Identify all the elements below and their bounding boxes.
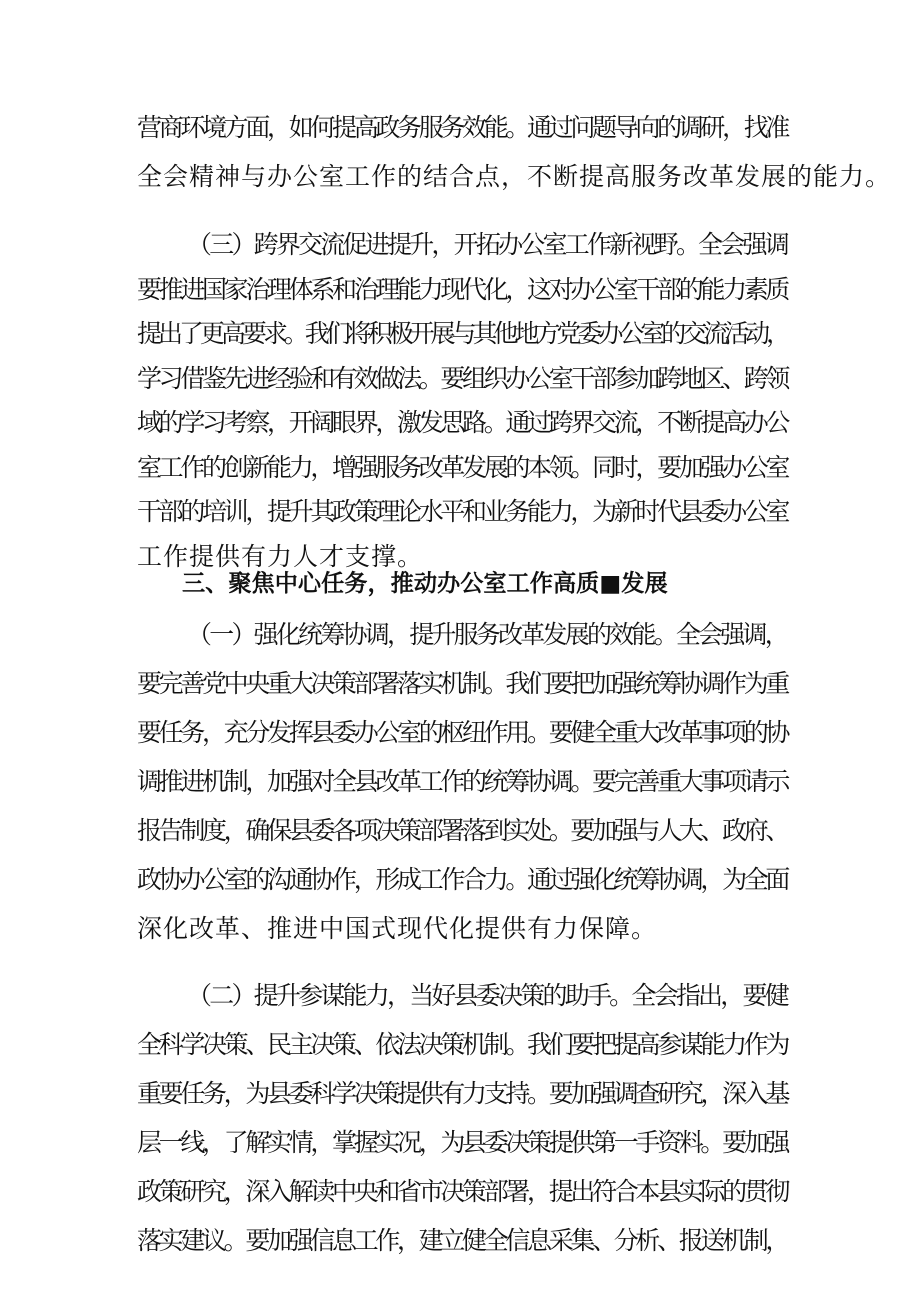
body-text-line: 深化改革、推进中国式现代化提供有力保障。 xyxy=(137,914,658,943)
body-text-line: 重要任务，为县委科学决策提供有力支持。要加强调查研究，深入基 xyxy=(137,1079,788,1108)
paragraph-first-line: （一）强化统筹协调，提升服务改革发展的效能。全会强调， xyxy=(187,620,787,649)
body-text-line: 政协办公室的沟通协作，形成工作合力。通过强化统筹协调，为全面 xyxy=(137,865,788,894)
body-text-line: 层一线，了解实情，掌握实况，为县委决策提供第一手资料。要加强 xyxy=(137,1128,788,1157)
paragraph-first-line: （二）提升参谋能力，当好县委决策的助手。全会指出，要健 xyxy=(187,981,787,1010)
body-text-line: 调推进机制，加强对全县改革工作的统筹协调。要完善重大事项请示 xyxy=(137,767,788,796)
body-text-line: 干部的培训，提升其政策理论水平和业务能力，为新时代县委办公室 xyxy=(137,497,788,526)
body-text-line: 室工作的创新能力，增强服务改革发展的本领。同时，要加强办公室 xyxy=(137,453,788,482)
body-text-line: 政策研究，深入解读中央和省市决策部署，提出符合本县实际的贯彻 xyxy=(137,1177,788,1206)
body-text-line: 全会精神与办公室工作的结合点，不断提高服务改革发展的能力。 xyxy=(137,162,892,191)
body-text-line: 要完善党中央重大决策部署落实机制。我们要把加强统筹协调作为重 xyxy=(137,669,788,698)
body-text-line: 报告制度，确保县委各项决策部署落到实处。要加强与人大、政府、 xyxy=(137,816,788,845)
body-text-line: 域的学习考察，开阔眼界，激发思路。通过跨界交流，不断提高办公 xyxy=(137,408,788,437)
body-text-line: 营商环境方面，如何提高政务服务效能。通过问题导向的调研，找准 xyxy=(137,113,788,142)
body-text-line: 全科学决策、民主决策、依法决策机制。我们要把提高参谋能力作为 xyxy=(137,1030,788,1059)
body-text-line: 要任务，充分发挥县委办公室的枢纽作用。要健全重大改革事项的协 xyxy=(137,718,788,747)
body-text-line: 工作提供有力人才支撑。 xyxy=(137,542,424,571)
body-text-line: 提出了更高要求。我们将积极开展与其他地方党委办公室的交流活动， xyxy=(137,319,788,348)
section-heading: 三、聚焦中心任务，推动办公室工作高质■发展 xyxy=(182,570,668,597)
body-text-line: 要推进国家治理体系和治理能力现代化，这对办公室干部的能力素质 xyxy=(137,275,788,304)
paragraph-first-line: （三）跨界交流促进提升，开拓办公室工作新视野。全会强调 xyxy=(187,230,787,259)
body-text-line: 学习借鉴先进经验和有效做法。要组织办公室干部参加跨地区、跨领 xyxy=(137,364,788,393)
body-text-line: 落实建议。要加强信息工作，建立健全信息采集、分析、报送机制， xyxy=(137,1226,788,1255)
